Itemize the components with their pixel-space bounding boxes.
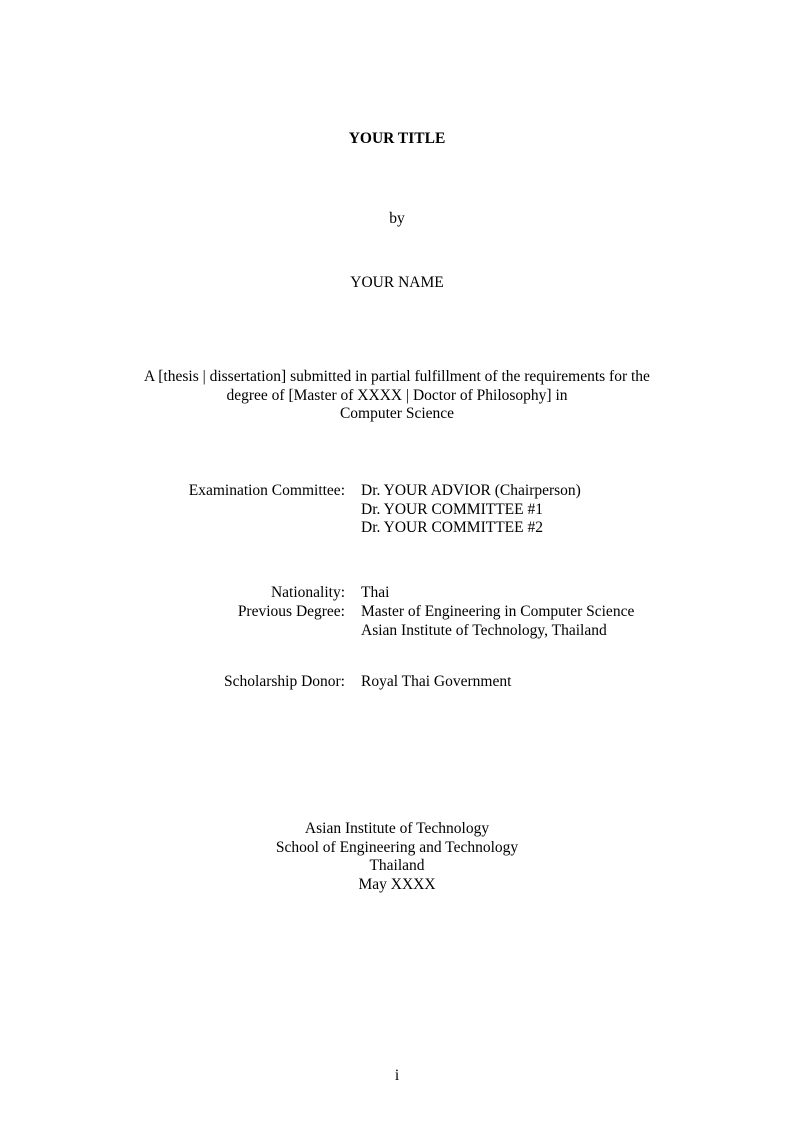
previous-degree-label: Previous Degree: [237,603,345,620]
institution-line: May XXXX [358,876,436,894]
scholarship-label: Scholarship Donor: [224,673,345,690]
previous-degree-line: Asian Institute of Technology, Thailand [361,621,607,639]
committee-label: Examination Committee: [188,482,345,499]
institution-line: Asian Institute of Technology [304,820,490,837]
statement-line: Computer Science [339,405,455,423]
statement-line: degree of [Master of XXXX | Doctor of Philosophy] in [226,386,568,404]
nationality-label: Nationality: [270,584,345,601]
document-title: YOUR TITLE [348,130,446,147]
by-text: by [389,210,405,227]
committee-member: Dr. YOUR ADVIOR (Chairperson) [361,482,581,499]
institution-line: Thailand [369,857,425,875]
author-name: YOUR NAME [350,274,444,291]
institution-line: School of Engineering and Technology [275,838,519,856]
committee-members [361,482,581,538]
previous-degree-value [361,603,634,640]
institution-block [0,820,794,895]
page-number: i [394,1067,400,1084]
degree-statement [0,368,794,424]
statement-line: A [thesis | dissertation] submitted in partial fulfillment of the requirements for the [144,368,650,385]
previous-degree-line: Master of Engineering in Computer Science [361,603,635,620]
committee-member: Dr. YOUR COMMITTEE #2 [361,519,543,537]
nationality-value: Thai [361,584,390,601]
scholarship-value: Royal Thai Government [361,673,512,690]
committee-member: Dr. YOUR COMMITTEE #1 [361,500,543,518]
